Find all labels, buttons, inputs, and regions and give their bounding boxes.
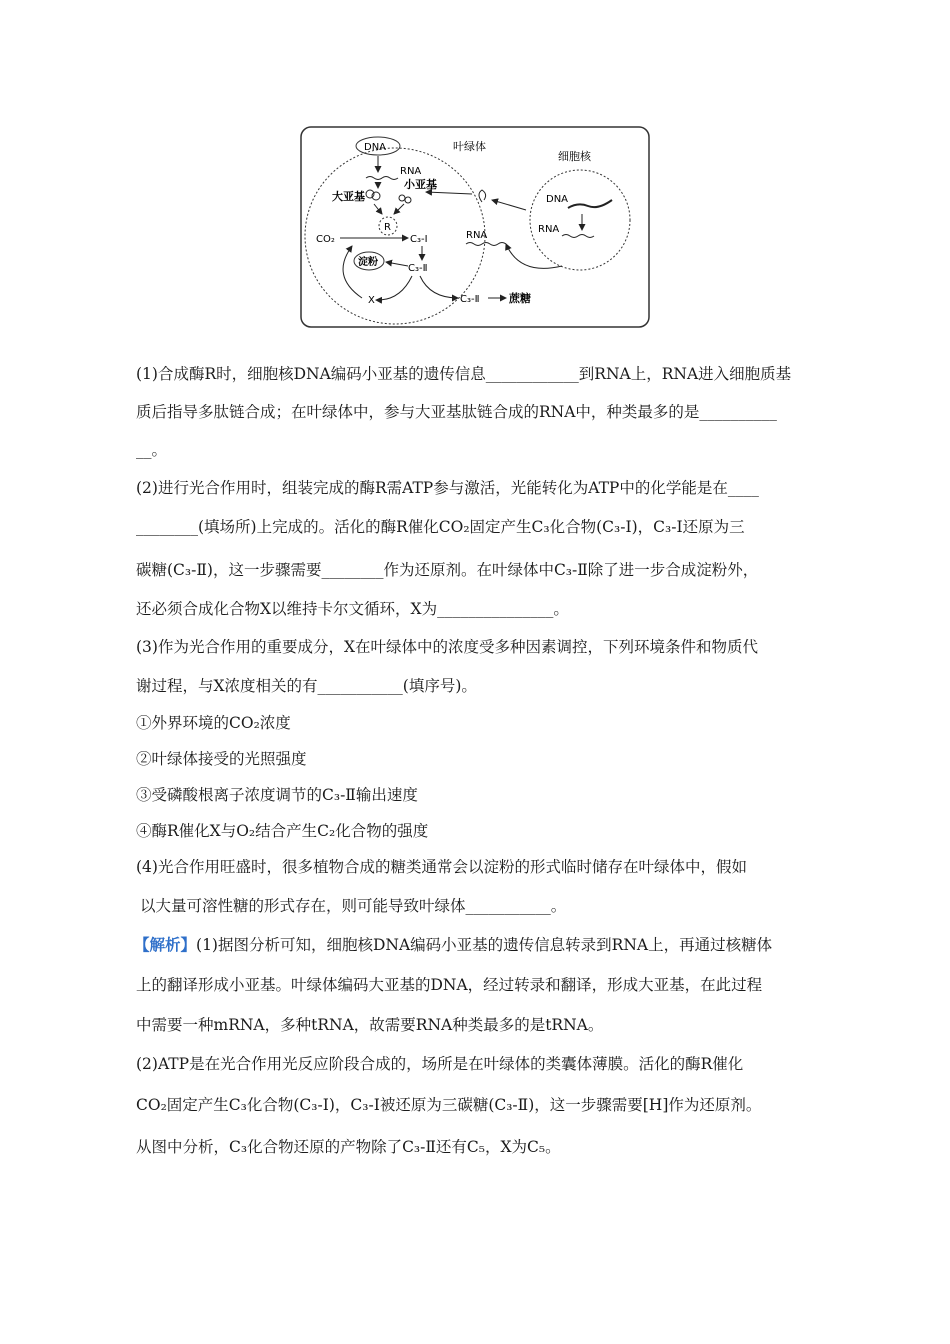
- q1-line1: (1)合成酶R时，细胞核DNA编码小亚基的遗传信息____________到RNA上，RNA进入细胞质基: [136, 365, 792, 383]
- svg-text:X: X: [368, 295, 375, 306]
- q2-line2: ________(填场所)上完成的。活化的酶R催化CO₂固定产生C₃化合物(C₃-Ⅰ)，C₃-Ⅰ还原为三: [136, 518, 745, 536]
- svg-text:C₃-Ⅰ: C₃-Ⅰ: [410, 234, 428, 245]
- q2-line4: 还必须合成化合物X以维持卡尔文循环，X为_______________。: [136, 600, 569, 618]
- chloroplast-label: 叶绿体: [453, 140, 486, 153]
- option-4: ④酶R催化X与O₂结合产生C₂化合物的强度: [136, 822, 429, 840]
- option-3: ③受磷酸根离子浓度调节的C₃-Ⅱ输出速度: [136, 786, 418, 804]
- q1-line3: __。: [136, 441, 168, 459]
- analysis-line1: 【解析】(1)据图分析可知，细胞核DNA编码小亚基的遗传信息转录到RNA上，再通过核糖体: [134, 935, 773, 954]
- svg-text:C₃-Ⅱ: C₃-Ⅱ: [408, 263, 428, 274]
- svg-text:RNA: RNA: [400, 166, 422, 177]
- q4-line1: (4)光合作用旺盛时，很多植物合成的糖类通常会以淀粉的形式临时储存在叶绿体中，假如: [136, 858, 747, 876]
- svg-text:大亚基: 大亚基: [332, 190, 365, 203]
- option-1: ①外界环境的CO₂浓度: [136, 714, 291, 732]
- q4-line2: 以大量可溶性糖的形式存在，则可能导致叶绿体___________。: [140, 897, 567, 915]
- svg-text:小亚基: 小亚基: [404, 178, 437, 191]
- chloroplast-diagram: [300, 126, 650, 328]
- svg-text:淀粉: 淀粉: [358, 257, 378, 268]
- svg-text:CO₂: CO₂: [316, 234, 335, 245]
- svg-text:DNA: DNA: [546, 194, 569, 205]
- q3-line1: (3)作为光合作用的重要成分，X在叶绿体中的浓度受多种因素调控，下列环境条件和物质代: [136, 638, 758, 656]
- analysis-line4: (2)ATP是在光合作用光反应阶段合成的，场所是在叶绿体的类囊体薄膜。活化的酶R催化: [136, 1055, 744, 1073]
- svg-text:DNA: DNA: [364, 142, 387, 153]
- analysis-line3: 中需要一种mRNA，多种tRNA，故需要RNA种类最多的是tRNA。: [136, 1016, 604, 1034]
- svg-text:RNA: RNA: [538, 224, 560, 235]
- svg-text:蔗糖: 蔗糖: [509, 292, 531, 305]
- analysis-line5: CO₂固定产生C₃化合物(C₃-Ⅰ)，C₃-Ⅰ被还原为三碳糖(C₃-Ⅱ)，这一步骤需要[H]作为还原剂。: [136, 1096, 762, 1114]
- q2-line3: 碳糖(C₃-Ⅱ)，这一步骤需要________作为还原剂。在叶绿体中C₃-Ⅱ除了进一步合成淀粉外，: [136, 561, 759, 579]
- analysis-tag: 【解析】: [134, 935, 197, 954]
- analysis-line2: 上的翻译形成小亚基。叶绿体编码大亚基的DNA，经过转录和翻译，形成大亚基，在此过程: [136, 976, 763, 994]
- option-2: ②叶绿体接受的光照强度: [136, 750, 307, 768]
- svg-text:C₃-Ⅱ: C₃-Ⅱ: [460, 294, 480, 305]
- svg-text:RNA: RNA: [466, 230, 488, 241]
- q3-line2: 谢过程，与X浓度相关的有___________(填序号)。: [136, 677, 477, 695]
- nucleus-label: 细胞核: [558, 150, 591, 163]
- analysis-line6: 从图中分析，C₃化合物还原的产物除了C₃-Ⅱ还有C₅，X为C₅。: [136, 1138, 561, 1156]
- q1-line2: 质后指导多肽链合成；在叶绿体中，参与大亚基肽链合成的RNA中，种类最多的是__________: [136, 403, 777, 421]
- nucleus-outline: [530, 170, 630, 270]
- svg-text:R: R: [384, 222, 391, 233]
- q2-line1: (2)进行光合作用时，组装完成的酶R需ATP参与激活，光能转化为ATP中的化学能是在____: [136, 479, 759, 497]
